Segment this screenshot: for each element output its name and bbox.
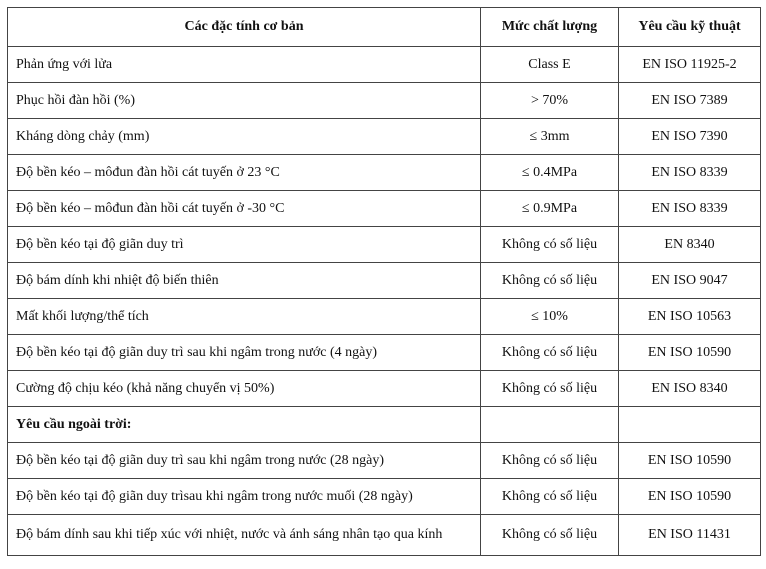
header-quality-level: Mức chất lượng — [481, 8, 619, 47]
property-cell: Kháng dòng chảy (mm) — [8, 119, 481, 155]
quality-cell: Không có số liệu — [481, 443, 619, 479]
property-cell: Độ bền kéo tại độ giãn duy trìsau khi ngâm trong nước muối (28 ngày) — [8, 479, 481, 515]
table-row — [8, 479, 761, 515]
specifications-table — [7, 7, 761, 556]
empty-cell — [481, 407, 619, 443]
quality-cell: > 70% — [481, 83, 619, 119]
table-row — [8, 515, 761, 556]
standard-cell: EN ISO 7389 — [619, 83, 761, 119]
table-row — [8, 371, 761, 407]
standard-cell: EN ISO 10590 — [619, 479, 761, 515]
quality-cell: Không có số liệu — [481, 371, 619, 407]
quality-cell: ≤ 10% — [481, 299, 619, 335]
property-cell: Độ bám dính sau khi tiếp xúc với nhiệt, nước và ánh sáng nhân tạo qua kính — [8, 515, 481, 556]
quality-cell: Không có số liệu — [481, 515, 619, 556]
header-row — [8, 8, 761, 47]
standard-cell: EN ISO 8339 — [619, 191, 761, 227]
table-row — [8, 227, 761, 263]
property-cell: Độ bền kéo – môđun đàn hồi cát tuyến ở 23 °C — [8, 155, 481, 191]
table-row — [8, 443, 761, 479]
section-title: Yêu cầu ngoài trời: — [8, 407, 481, 443]
standard-cell: EN ISO 8339 — [619, 155, 761, 191]
property-cell: Phục hồi đàn hồi (%) — [8, 83, 481, 119]
quality-cell: ≤ 0.9MPa — [481, 191, 619, 227]
standard-cell: EN ISO 9047 — [619, 263, 761, 299]
table-row — [8, 263, 761, 299]
table-row — [8, 155, 761, 191]
standard-cell: EN ISO 10590 — [619, 335, 761, 371]
section-row — [8, 407, 761, 443]
standard-cell: EN ISO 7390 — [619, 119, 761, 155]
quality-cell: Class E — [481, 47, 619, 83]
quality-cell: Không có số liệu — [481, 263, 619, 299]
empty-cell — [619, 407, 761, 443]
quality-cell: Không có số liệu — [481, 227, 619, 263]
standard-cell: EN 8340 — [619, 227, 761, 263]
property-cell: Phản ứng với lửa — [8, 47, 481, 83]
property-cell: Độ bám dính khi nhiệt độ biến thiên — [8, 263, 481, 299]
header-properties: Các đặc tính cơ bản — [8, 8, 481, 47]
property-cell: Độ bền kéo tại độ giãn duy trì sau khi ngâm trong nước (4 ngày) — [8, 335, 481, 371]
table-row — [8, 191, 761, 227]
quality-cell: Không có số liệu — [481, 335, 619, 371]
quality-cell: Không có số liệu — [481, 479, 619, 515]
table-row — [8, 83, 761, 119]
standard-cell: EN ISO 11925-2 — [619, 47, 761, 83]
property-cell: Mất khối lượng/thể tích — [8, 299, 481, 335]
quality-cell: ≤ 3mm — [481, 119, 619, 155]
property-cell: Cường độ chịu kéo (khả năng chuyển vị 50%) — [8, 371, 481, 407]
quality-cell: ≤ 0.4MPa — [481, 155, 619, 191]
property-cell: Độ bền kéo tại độ giãn duy trì — [8, 227, 481, 263]
table-row — [8, 47, 761, 83]
table-row — [8, 299, 761, 335]
standard-cell: EN ISO 11431 — [619, 515, 761, 556]
standard-cell: EN ISO 10563 — [619, 299, 761, 335]
table-row — [8, 335, 761, 371]
property-cell: Độ bền kéo tại độ giãn duy trì sau khi ngâm trong nước (28 ngày) — [8, 443, 481, 479]
table-row — [8, 119, 761, 155]
property-cell: Độ bền kéo – môđun đàn hồi cát tuyến ở -30 °C — [8, 191, 481, 227]
header-technical-requirement: Yêu cầu kỹ thuật — [619, 8, 761, 47]
standard-cell: EN ISO 10590 — [619, 443, 761, 479]
standard-cell: EN ISO 8340 — [619, 371, 761, 407]
